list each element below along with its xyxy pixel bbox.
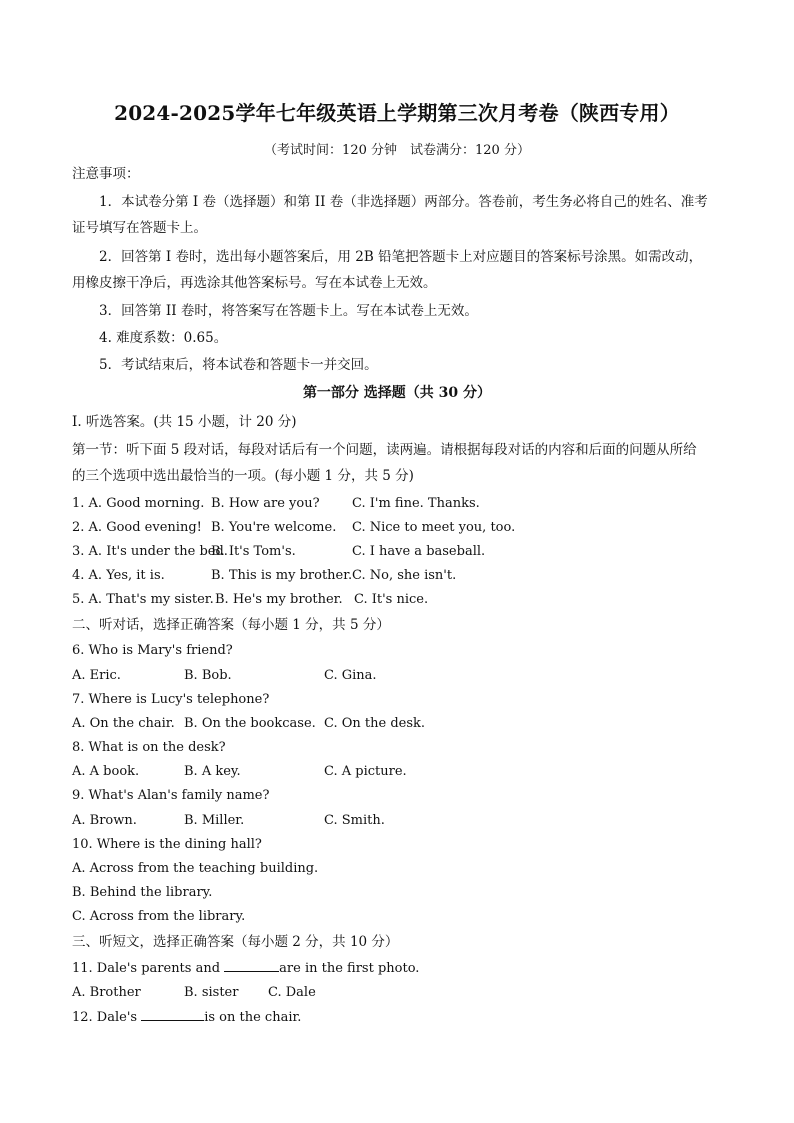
section-title: 二、听对话，选择正确答案（每小题 1 分，共 5 分） bbox=[72, 617, 390, 633]
question-option: A. A book. bbox=[72, 764, 140, 779]
question-option: C. Gina. bbox=[324, 668, 377, 683]
question-stem bbox=[72, 959, 419, 978]
notice-line: 5．考试结束后，将本试卷和答题卡一并交回。 bbox=[99, 357, 378, 373]
question-stem: 6. Who is Mary's friend? bbox=[72, 643, 233, 658]
question-option: B. Behind the library. bbox=[72, 885, 213, 900]
question-stem-text: are in the first photo. bbox=[279, 961, 420, 976]
question-option: C. I have a baseball. bbox=[352, 544, 486, 559]
question-stem: 8. What is on the desk? bbox=[72, 740, 226, 755]
question-option: A. On the chair. bbox=[72, 716, 175, 731]
question-option: C. Smith. bbox=[324, 813, 385, 828]
question-stem: 7. Where is Lucy's telephone? bbox=[72, 692, 270, 707]
notice-line: 用橡皮擦干净后，再选涂其他答案标号。写在本试卷上无效。 bbox=[72, 275, 437, 291]
question-stem: 10. Where is the dining hall? bbox=[72, 837, 262, 852]
question-option: A. Brother bbox=[72, 985, 141, 1000]
notice-line: 3．回答第 II 卷时，将答案写在答题卡上。写在本试卷上无效。 bbox=[99, 303, 478, 319]
question-option: B. A key. bbox=[184, 764, 241, 779]
question-stem bbox=[72, 1008, 301, 1027]
question-option: A. Brown. bbox=[72, 813, 137, 828]
question-option: C. Nice to meet you, too. bbox=[352, 520, 516, 535]
question-option: A. Across from the teaching building. bbox=[72, 861, 319, 876]
question-option: C. No, she isn't. bbox=[352, 568, 457, 583]
question-option: C. It's nice. bbox=[354, 592, 429, 607]
question-stem-text: 11. Dale's parents and bbox=[72, 961, 225, 976]
notice-line: 2．回答第 I 卷时，选出每小题答案后，用 2B 铅笔把答题卡上对应题目的答案标号涂黑。如需改动， bbox=[99, 249, 703, 265]
question-stem-text: 12. Dale's bbox=[72, 1010, 142, 1025]
notice-header: 注意事项： bbox=[72, 166, 140, 182]
notice-line: 4. 难度系数：0.65。 bbox=[99, 330, 228, 346]
section-intro: 的三个选项中选出最恰当的一项。(每小题 1 分，共 5 分) bbox=[72, 468, 414, 484]
question-option: B. He's my brother. bbox=[215, 592, 343, 607]
question-option: C. On the desk. bbox=[324, 716, 426, 731]
question-option: B. How are you? bbox=[211, 496, 320, 511]
question-option: C. A picture. bbox=[324, 764, 407, 779]
question-option: 4. A. Yes, it is. bbox=[72, 568, 165, 583]
exam-info: （考试时间：120 分钟 试卷满分：120 分） bbox=[264, 143, 530, 158]
question-stem: 9. What's Alan's family name? bbox=[72, 788, 270, 803]
question-stem-text: is on the chair. bbox=[204, 1010, 302, 1025]
notice-line: 1．本试卷分第 I 卷（选择题）和第 II 卷（非选择题）两部分。答卷前，考生务必将自己的姓名、准考 bbox=[99, 194, 708, 210]
section-title: I. 听选答案。(共 15 小题，计 20 分) bbox=[72, 414, 297, 430]
section-title: 三、听短文，选择正确答案（每小题 2 分，共 10 分） bbox=[72, 934, 399, 950]
question-option: B. This is my brother. bbox=[211, 568, 353, 583]
question-option: B. Miller. bbox=[184, 813, 245, 828]
question-option: C. Dale bbox=[268, 985, 316, 1000]
question-option: C. Across from the library. bbox=[72, 909, 246, 924]
question-option: B. It's Tom's. bbox=[211, 544, 296, 559]
answer-blank bbox=[141, 1008, 204, 1021]
question-option: B. sister bbox=[184, 985, 239, 1000]
part-title: 第一部分 选择题（共 30 分） bbox=[302, 385, 492, 401]
question-option: B. On the bookcase. bbox=[184, 716, 316, 731]
question-option: B. Bob. bbox=[184, 668, 232, 683]
question-option: A. Eric. bbox=[72, 668, 121, 683]
question-option: C. I'm fine. Thanks. bbox=[352, 496, 480, 511]
question-option: 2. A. Good evening! bbox=[72, 520, 202, 535]
section-intro: 第一节：听下面 5 段对话，每段对话后有一个问题，读两遍。请根据每段对话的内容和后面的问题从所给 bbox=[72, 442, 697, 458]
answer-blank bbox=[224, 959, 279, 972]
notice-line: 证号填写在答题卡上。 bbox=[72, 220, 207, 236]
question-option: 3. A. It's under the bed. bbox=[72, 544, 228, 559]
page-title: 2024-2025学年七年级英语上学期第三次月考卷（陕西专用） bbox=[114, 101, 680, 125]
question-option: 1. A. Good morning. bbox=[72, 496, 205, 511]
question-option: B. You're welcome. bbox=[211, 520, 337, 535]
question-option: 5. A. That's my sister. bbox=[72, 592, 214, 607]
